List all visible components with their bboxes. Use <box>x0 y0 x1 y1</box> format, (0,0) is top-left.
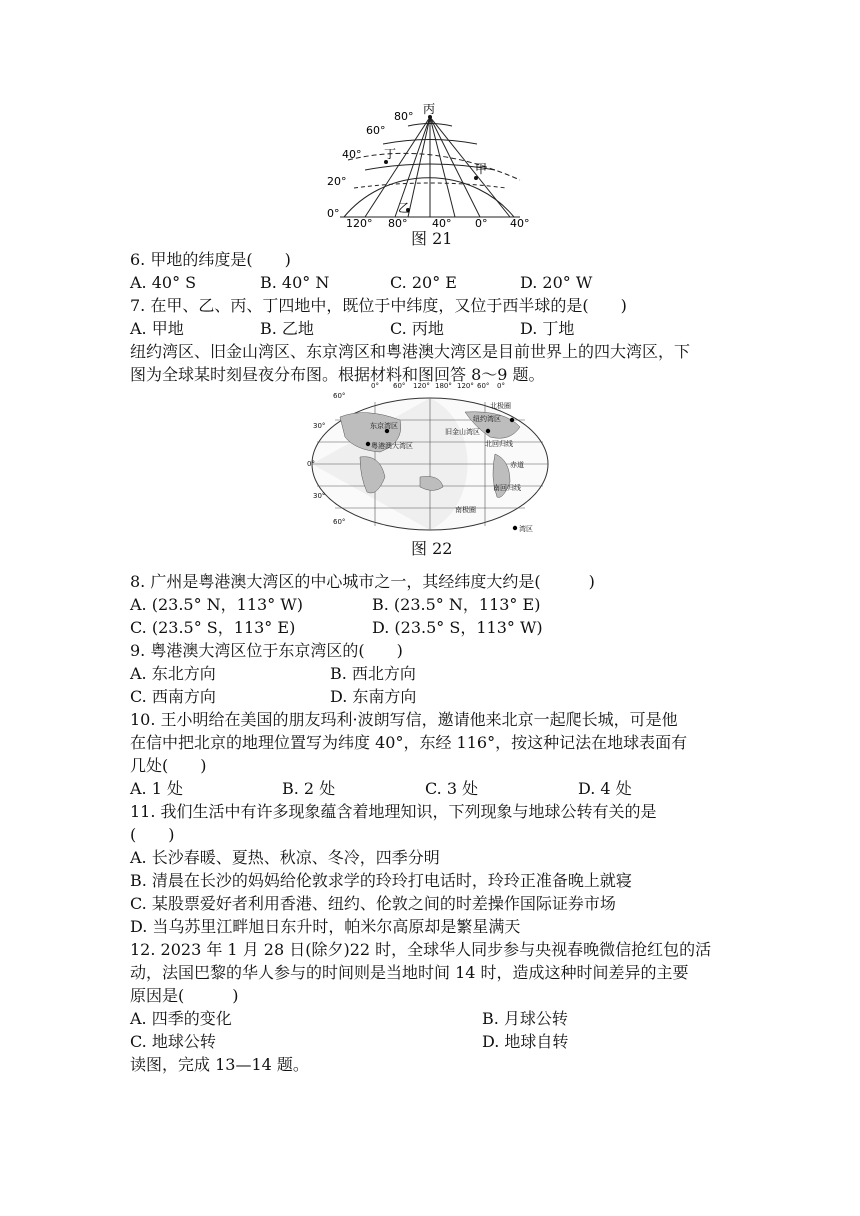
point-bing: 丙 <box>423 102 436 116</box>
q10-option-d: D. 4 处 <box>578 779 632 798</box>
lon-label-0: 0° <box>475 217 488 230</box>
q7-option-d: D. 丁地 <box>520 319 575 338</box>
q8-stem: 8. 广州是粤港澳大湾区的中心城市之一，其经纬度大约是( ) <box>130 572 595 591</box>
side-lat-60n: 60° <box>333 392 346 400</box>
q12-option-c: C. 地球公转 <box>130 1032 216 1051</box>
q7-option-a: A. 甲地 <box>130 319 184 338</box>
top-lon-60a: 60° <box>393 382 406 390</box>
side-lat-0: 0° <box>307 460 315 468</box>
point-jia: 甲 <box>475 162 488 176</box>
q6-option-d: D. 20° W <box>520 273 593 292</box>
q6-option-a: A. 40° S <box>130 273 197 292</box>
q10-line3: 几处( ) <box>130 756 207 775</box>
q9-stem: 9. 粤港澳大湾区位于东京湾区的( ) <box>130 641 403 660</box>
figure-22-day-night-map <box>305 382 555 537</box>
q11-option-b: B. 清晨在长沙的妈妈给伦敦求学的玲玲打电话时，玲玲正准备晚上就寝 <box>130 871 632 890</box>
top-lon-60b: 60° <box>477 382 490 390</box>
side-lat-30n: 30° <box>313 422 326 430</box>
lat-label-0: 0° <box>327 207 340 220</box>
q11-line2: ( ) <box>130 825 175 844</box>
q12-line3: 原因是( ) <box>130 986 239 1005</box>
q11-option-c: C. 某股票爱好者利用香港、纽约、伦敦之间的时差操作国际证券市场 <box>130 894 616 913</box>
lat-label-20: 20° <box>327 175 347 188</box>
intro-8-9-line1: 纽约湾区、旧金山湾区、东京湾区和粤港澳大湾区是目前世界上的四大湾区，下 <box>130 342 691 361</box>
q7-stem: 7. 在甲、乙、丙、丁四地中，既位于中纬度，又位于西半球的是( ) <box>130 296 627 315</box>
q12-option-a: A. 四季的变化 <box>130 1009 232 1028</box>
q9-option-d: D. 东南方向 <box>330 687 417 706</box>
outro-13-14: 读图，完成 13—14 题。 <box>130 1055 309 1074</box>
lat-label-60: 60° <box>366 124 386 137</box>
figure-21-caption: 图 21 <box>411 229 453 248</box>
label-gba: 粤港澳大湾区 <box>371 442 413 450</box>
label-tropic-n: 北回归线 <box>485 440 513 448</box>
label-antarctic: 南极圈 <box>455 506 476 514</box>
q7-option-c: C. 丙地 <box>390 319 444 338</box>
label-tropic-s: 南回归线 <box>493 484 521 492</box>
intro-8-9-line2: 图为全球某时刻昼夜分布图。根据材料和图回答 8～9 题。 <box>130 365 545 384</box>
label-ny: 纽约湾区 <box>473 415 501 423</box>
q10-option-b: B. 2 处 <box>282 779 336 798</box>
q11-option-a: A. 长沙春暖、夏热、秋凉、冬冷，四季分明 <box>130 848 440 867</box>
q6-option-b: B. 40° N <box>260 273 330 292</box>
point-ding: 丁 <box>384 147 397 161</box>
label-equator: 赤道 <box>510 461 524 469</box>
q11-option-d: D. 当乌苏里江畔旭日东升时，帕米尔高原却是繁星满天 <box>130 917 521 936</box>
q11-line1: 11. 我们生活中有许多现象蕴含着地理知识，下列现象与地球公转有关的是 <box>130 802 657 821</box>
q12-option-b: B. 月球公转 <box>482 1009 568 1028</box>
point-yi: 乙 <box>398 201 411 215</box>
q8-option-c: C. (23.5° S，113° E) <box>130 618 296 637</box>
figure-22-caption: 图 22 <box>411 539 453 558</box>
lat-label-80: 80° <box>394 110 414 123</box>
q12-line2: 动，法国巴黎的华人参与的时间则是当地时间 14 时，造成这种时间差异的主要 <box>130 963 689 982</box>
q6-stem: 6. 甲地的纬度是( ) <box>130 250 291 269</box>
top-lon-120b: 120° <box>457 382 474 390</box>
label-sf: 旧金山湾区 <box>445 428 480 436</box>
q10-option-a: A. 1 处 <box>130 779 183 798</box>
side-lat-30s: 30° <box>313 492 326 500</box>
figure-21-hemisphere-map <box>320 100 540 230</box>
q8-option-b: B. (23.5° N，113° E) <box>372 595 541 614</box>
label-tokyo: 东京湾区 <box>370 422 398 430</box>
q6-option-c: C. 20° E <box>390 273 457 292</box>
lon-label-80: 80° <box>388 217 408 230</box>
label-arctic: 北极圈 <box>490 402 511 410</box>
lat-label-40: 40° <box>342 148 362 161</box>
q9-option-b: B. 西北方向 <box>330 664 416 683</box>
legend-bay-area: 湾区 <box>519 525 533 533</box>
lon-label-40a: 40° <box>432 217 452 230</box>
q10-line2: 在信中把北京的地理位置写为纬度 40°，东经 116°，按这种记法在地球表面有 <box>130 733 688 752</box>
q12-line1: 12. 2023 年 1 月 28 日(除夕)22 时，全球华人同步参与央视春晚微信抢红包的活 <box>130 940 712 959</box>
side-lat-60s: 60° <box>333 518 346 526</box>
q8-option-d: D. (23.5° S，113° W) <box>372 618 543 637</box>
q7-option-b: B. 乙地 <box>260 319 314 338</box>
top-lon-120a: 120° <box>413 382 430 390</box>
q8-option-a: A. (23.5° N，113° W) <box>130 595 303 614</box>
top-lon-0a: 0° <box>371 382 379 390</box>
q10-line1: 10. 王小明给在美国的朋友玛利·波朗写信，邀请他来北京一起爬长城，可是他 <box>130 710 678 729</box>
top-lon-0b: 0° <box>497 382 505 390</box>
q10-option-c: C. 3 处 <box>425 779 479 798</box>
q9-option-c: C. 西南方向 <box>130 687 216 706</box>
top-lon-180: 180° <box>435 382 452 390</box>
q12-option-d: D. 地球自转 <box>482 1032 569 1051</box>
lon-label-120: 120° <box>346 217 373 230</box>
q9-option-a: A. 东北方向 <box>130 664 216 683</box>
lon-label-40b: 40° <box>510 217 530 230</box>
